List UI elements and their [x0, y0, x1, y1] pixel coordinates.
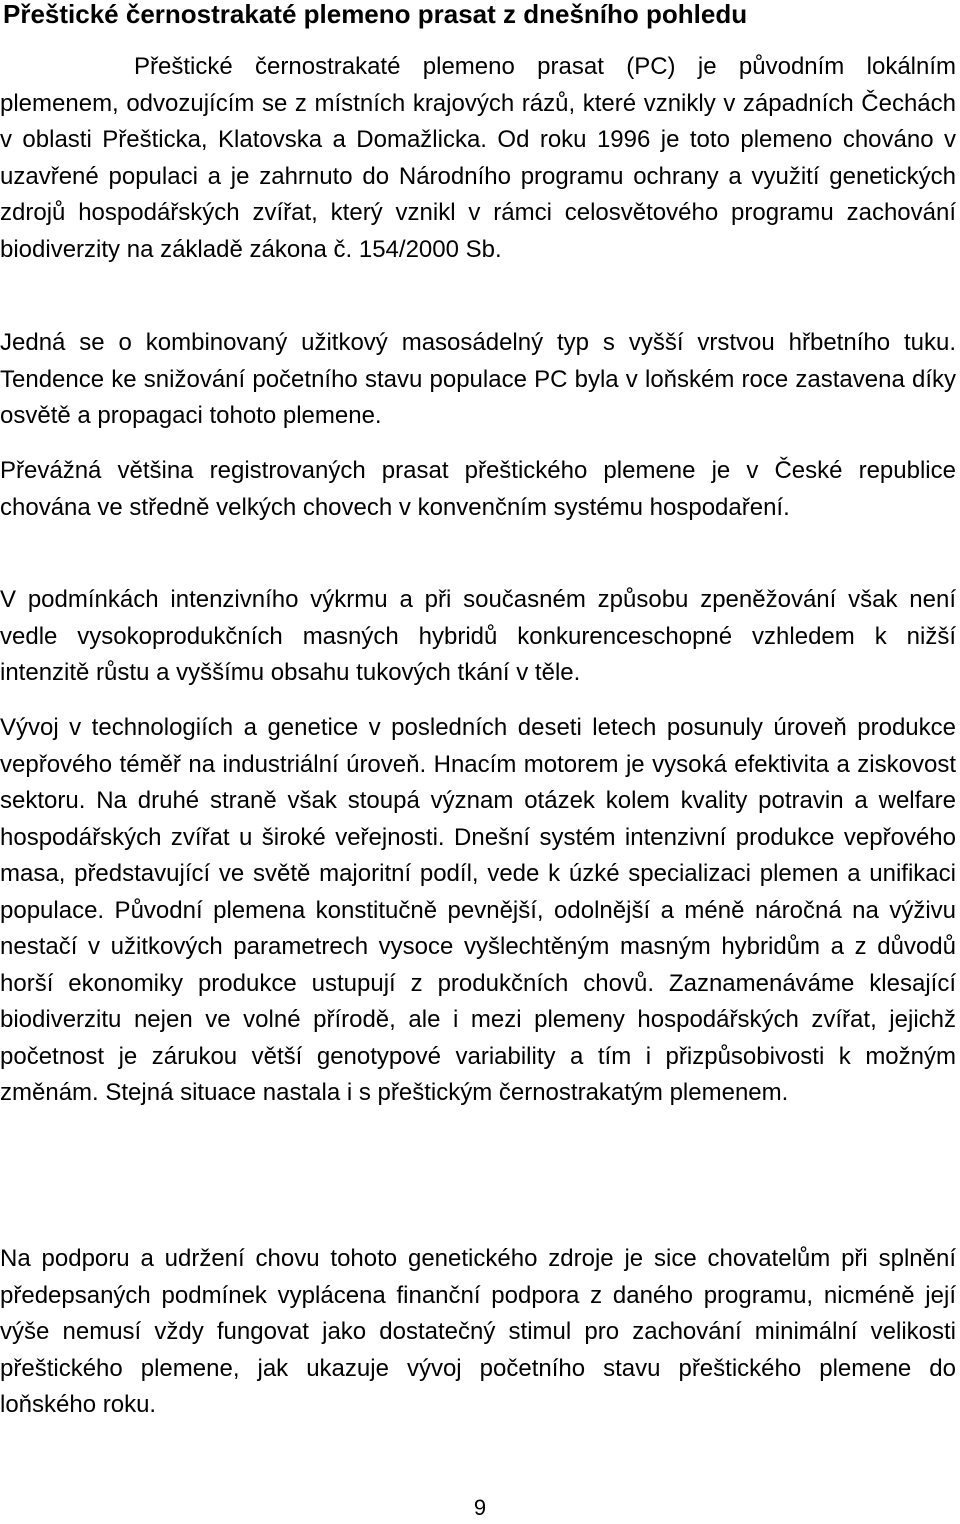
paragraph-support: Na podporu a udržení chovu tohoto genetického zdroje je sice chovatelům při splnění předepsaných podmínek vyplácena finanční podpora z daného programu, nicméně její výše nemusí vždy fungovat jako dostatečný stimul pro zachování minimální velikosti přeštického plemene, jak ukazuje vývoj početního stavu přeštického plemene do loňského roku. — [0, 1245, 956, 1418]
page-title: Přeštické černostrakaté plemeno prasat z dnešního pohledu — [3, 0, 748, 29]
paragraph-development: Vývoj v technologiích a genetice v posledních deseti letech posunuly úroveň produkce vepřového téměř na industriální úroveň. Hnacím motorem je vysoká efektivita a ziskovost sektoru. Na druhé straně však stoupá význam otázek kolem kvality potravin a welfare hospodářských zvířat u široké veřejnosti. Dnešní systém intenzivní produkce vepřového masa, představující ve světě majoritní podíl, vede k úzké specializaci plemen a unifikaci populace. Původní plemena konstitučně pevnější, odolnější a méně náročná na výživu nestačí v užitkových parametrech vysoce vyšlechtěným masným hybridům a z důvodů horší ekonomiky produkce ustupují z produkčních chovů. Zaznamenáváme klesající biodiverzitu nejen ve volné přírodě, ale i mezi plemeny hospodářských zvířat, jejichž početnost je zárukou větší genotypové variability a tím i přizpůsobivosti k možným změnám. Stejná situace nastala i s přeštickým černostrakatým plemenem. — [0, 714, 956, 1106]
paragraph-intro: Přeštické černostrakaté plemeno prasat (PC) je původním lokálním plemenem, odvozujícím se z místních krajových rázů, které vznikly v západních Čechách v oblasti Přešticka, Klatovska a Domažlicka. Od roku 1996 je toto plemeno chováno v uzavřené populaci a je zahrnuto do Národního programu ochrany a využití genetických zdrojů hospodářských zvířat, který vznikl v rámci celosvětového programu zachování biodiverzity na základě zákona č. 154/2000 Sb. — [0, 53, 956, 263]
paragraph-breeding: Převážná většina registrovaných prasat přeštického plemene je v České republice chována ve středně velkých chovech v konvenčním systému hospodaření. — [0, 457, 956, 521]
paragraph-type: Jedná se o kombinovaný užitkový masosádelný typ s vyšší vrstvou hřbetního tuku. Tendence ke snižování početního stavu populace PC byla v loňském roce zastavena díky osvětě a propagaci tohoto plemene. — [0, 329, 956, 429]
paragraph-fattening: V podmínkách intenzivního výkrmu a při současném způsobu zpeněžování však není vedle vysokoprodukčních masných hybridů konkurenceschopné vzhledem k nižší intenzitě růstu a vyššímu obsahu tukových tkání v těle. — [0, 586, 956, 686]
page-number: 9 — [473, 1495, 487, 1520]
